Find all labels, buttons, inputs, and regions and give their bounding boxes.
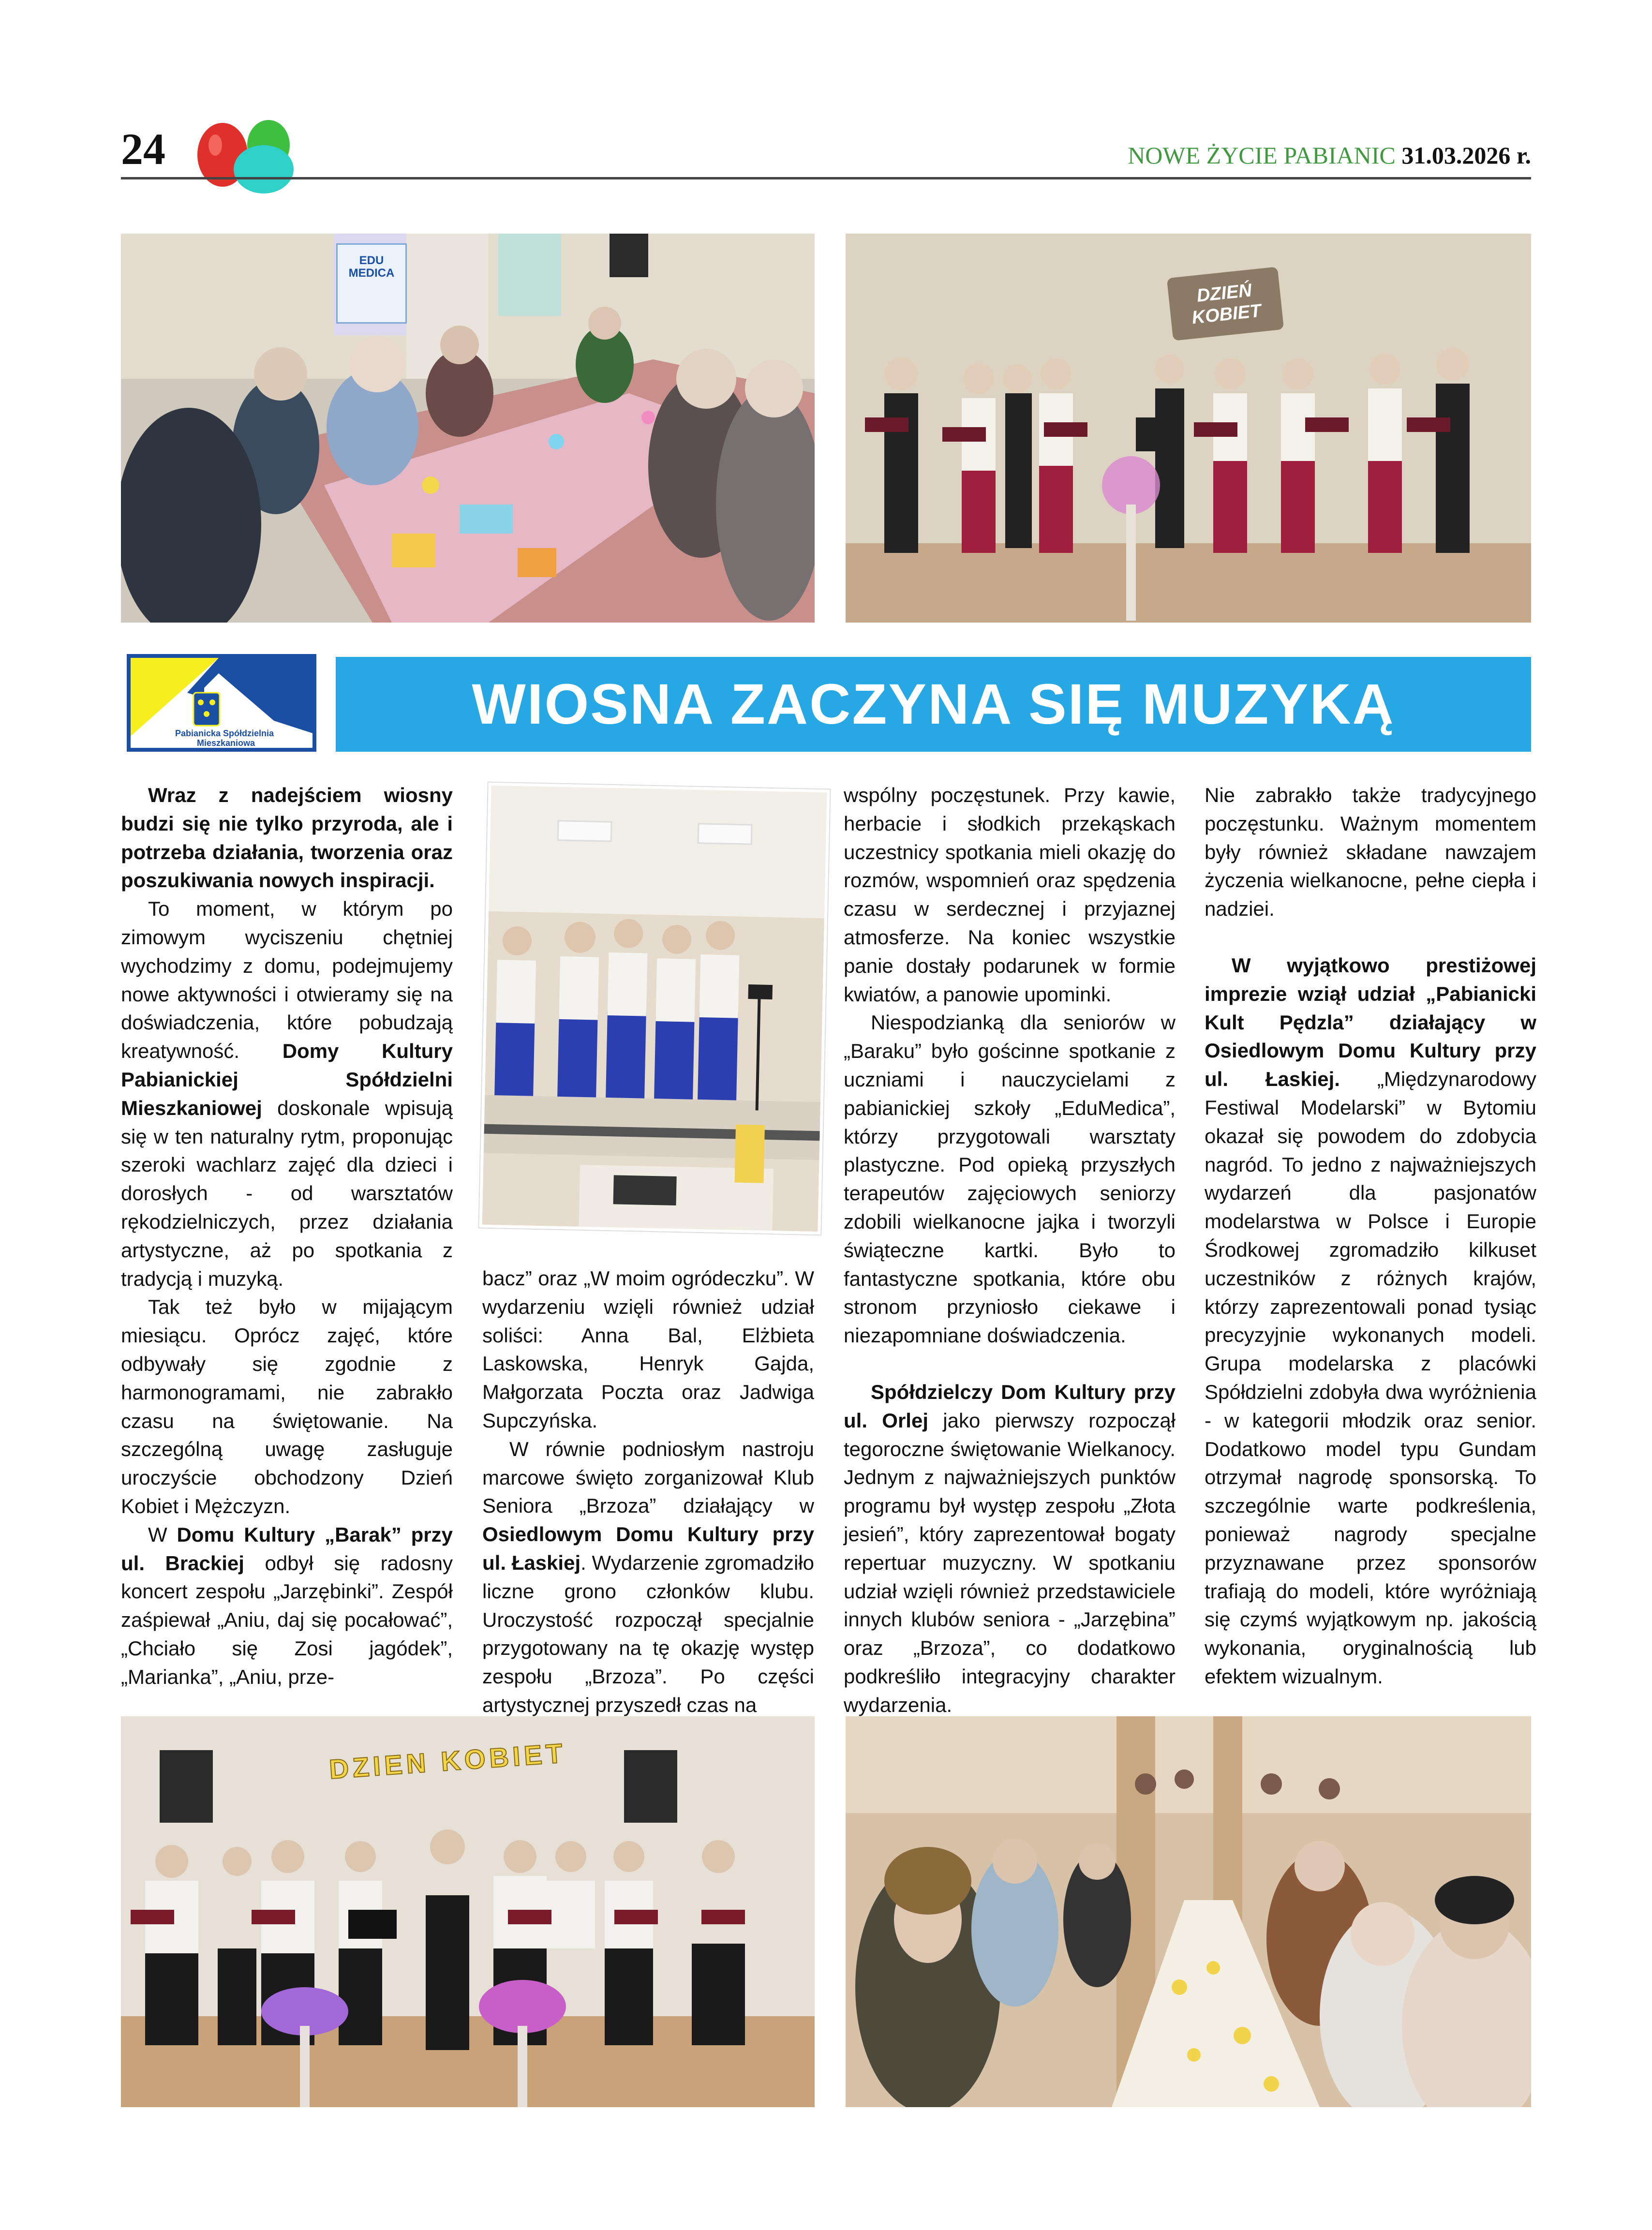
text: „Międzynarodowy Festiwal Modelarski” w Bytomiu okazał się powodem do zdobycia nagród. To jedno z najważniejszych wydarzeń dla pasjonatów modelarstwa w Polsce i Europie Środkowej zgromadziło kilkuset uczestników z różnych krajów, którzy zaprezentowali ponad tysiąc precyzyjnie wykonanych modeli. Grupa modelarska z placówki Spółdzielni zdobyła dwa wyróżnienia - w kategorii młodzik oraz senior. Dodatkowo model typu Gundam otrzymał nagrodę sponsorską. To szczególnie warte podkreślenia, ponieważ nagrody specjalne przyznawane przez sponsorów trafiają do modeli, które wyróżniają się czymś wyjątkowym np. jakością wykonania, oryginalnością lub efektem wizualnym.: [1205, 1068, 1536, 1688]
photo-choir-womens-day: [846, 234, 1531, 623]
paragraph: [121, 1293, 453, 1520]
text: doskonale wpisują się w ten naturalny rytm, proponując szeroki wachlarz zajęć dla dzieci i dorosłych - od warsztatów rękodzielniczych, przez działania artystyczne, aż po spotkania z tradycją i muzyką.: [121, 1096, 453, 1290]
photo-easter-workshop: [121, 234, 815, 623]
article-column-1: [121, 781, 453, 1692]
bold-text: Osiedlowym Domu Kultury przy ul. Łaskiej: [482, 1523, 814, 1574]
easter-eggs-icon: [186, 111, 312, 198]
photo-choir-blue-skirts: [479, 783, 830, 1235]
paragraph: [844, 1009, 1176, 1350]
dzien-kobiet-sign: [1167, 267, 1284, 341]
text: odbył się radosny koncert zespołu „Jarzębinki”. Zespół zaśpiewał „Aniu, daj się pocałować”, „Chciało się Zosi jagódek”, „Marianka”, „Aniu, prze-: [121, 1551, 453, 1688]
masthead: [1128, 143, 1531, 167]
article-column-4: [1205, 781, 1536, 1691]
paragraph: [1205, 951, 1536, 1691]
photo-easter-banquet: [846, 1716, 1531, 2107]
bold-text: Domy Kultury Pabianickiej Spółdzielni Mieszkaniowej: [121, 1040, 453, 1119]
paragraph: [121, 1521, 453, 1692]
article-title: WIOSNA ZACZYNA SIĘ MUZYKĄ: [336, 657, 1531, 752]
text: Tak też było w mijającym miesiącu. Oprócz zajęć, które odbywały się zgodnie z harmonogramami, nie zabrakło czasu na świętowanie. Na szczególną uwagę zasługuje uroczyście obchodzony Dzień Kobiet i Mężczyzn.: [121, 1295, 453, 1517]
photo-choir-dzien-kobiet: [121, 1716, 815, 2107]
header-rule: [121, 177, 1531, 179]
paragraph: [482, 1264, 814, 1435]
paragraph: [844, 1378, 1176, 1720]
logo-name-line1: Pabianicka Spółdzielnia: [175, 728, 274, 738]
text: . Wydarzenie zgromadziło liczne grono członków klubu. Uroczystość rozpoczął specjalnie przygotowany na tę okazję występ zespołu „Brzoza”. Po części artystycznej przyszedł czas na: [482, 1551, 814, 1716]
bold-text: Spółdzielczy Dom Kultury przy ul. Orlej: [844, 1380, 1176, 1432]
edumedica-poster: [336, 243, 407, 324]
article-column-2: [482, 1264, 814, 1720]
dzien-kobiet-sign-text: DZIEŃ KOBIET: [1191, 280, 1262, 328]
text: bacz” oraz „W moim ogródeczku”. W wydarzeniu wzięli również udział soliści: Anna Bal, Elżbieta Laskowska, Henryk Gajda, Małgorzata Poczta oraz Jadwiga Supczyńska.: [482, 1267, 814, 1432]
paper-name: NOWE ŻYCIE PABIANIC: [1128, 142, 1396, 169]
text: wspólny poczęstunek. Przy kawie, herbacie i słodkich przekąskach uczestnicy spotkania mieli okazję do rozmów, wspomnień oraz spędzenia czasu w serdecznej i przyjaznej atmosferze. Na koniec wszystkie panie dostały podarunek w formie kwiatów, a panowie upominki.: [844, 784, 1176, 1006]
paragraph: [844, 781, 1176, 1009]
lead-text: Wraz z nadejściem wiosny budzi się nie tylko przyroda, ale i potrzeba działania, tworzenia oraz poszukiwania nowych inspiracji.: [121, 784, 453, 892]
text: W równie podniosłym nastroju marcowe święto zorganizował Klub Seniora „Brzoza” działający w: [482, 1437, 814, 1517]
edumedica-poster-text: EDU MEDICA: [348, 254, 395, 280]
text: jako pierwszy rozpoczął tegoroczne świętowanie Wielkanocy. Jednym z najważniejszych punktów programu był występ zespołu „Złota jesień”, który zaprezentował bogaty repertuar muzyczny. W spotkaniu udział wzięli również przedstawiciele innych klubów seniora - „Jarzębina” oraz „Brzoza”, co dodatkowo podkreśliło integracyjny charakter wydarzenia.: [844, 1409, 1176, 1716]
bold-text: W wyjątkowo prestiżowej imprezie wziął udział „Pabianicki Kult Pędzla” działający w Osiedlowym Domu Kultury przy ul. Łaskiej.: [1205, 953, 1536, 1091]
text: Nie zabrakło także tradycyjnego poczęstunku. Ważnym momentem były również składane nawzajem życzenia wielkanocne, pełne ciepła i nadziei.: [1205, 784, 1536, 921]
paragraph: [482, 1435, 814, 1720]
bold-text: Domu Kultury „Barak” przy ul. Brackiej: [121, 1523, 453, 1575]
issue-date: 31.03.2026 r.: [1401, 142, 1531, 169]
psm-logo: [127, 654, 316, 752]
text: To moment, w którym po zimowym wyciszeniu chętniej wychodzimy z domu, podejmujemy nowe aktywności i otwieramy się na doświadczenia, które pobudzają kreatywność.: [121, 897, 453, 1063]
page-number: 24: [121, 124, 165, 174]
lead-paragraph: [121, 781, 453, 895]
paragraph: [1205, 781, 1536, 923]
text: Niespodzianką dla seniorów w „Baraku” było gościnne spotkanie z uczniami i nauczycielami z pabianickiej szkoły „EduMedica”, którzy przygotowali warsztaty plastyczne. Pod opieką przyszłych terapeutów zajęciowych seniorzy zdobili wielkanocne jajka i tworzyli świąteczne kartki. Było to fantastyczne spotkania, które obu stronom przyniosło ciekawe i niezapomniane doświadczenia.: [844, 1011, 1176, 1347]
logo-name-line2: Mieszkaniowa: [197, 738, 255, 748]
article-column-3: [844, 781, 1176, 1720]
dzien-kobiet-banner: DZIEN KOBIET: [328, 1737, 567, 1785]
text: W: [148, 1523, 177, 1546]
paragraph: [121, 895, 453, 1293]
